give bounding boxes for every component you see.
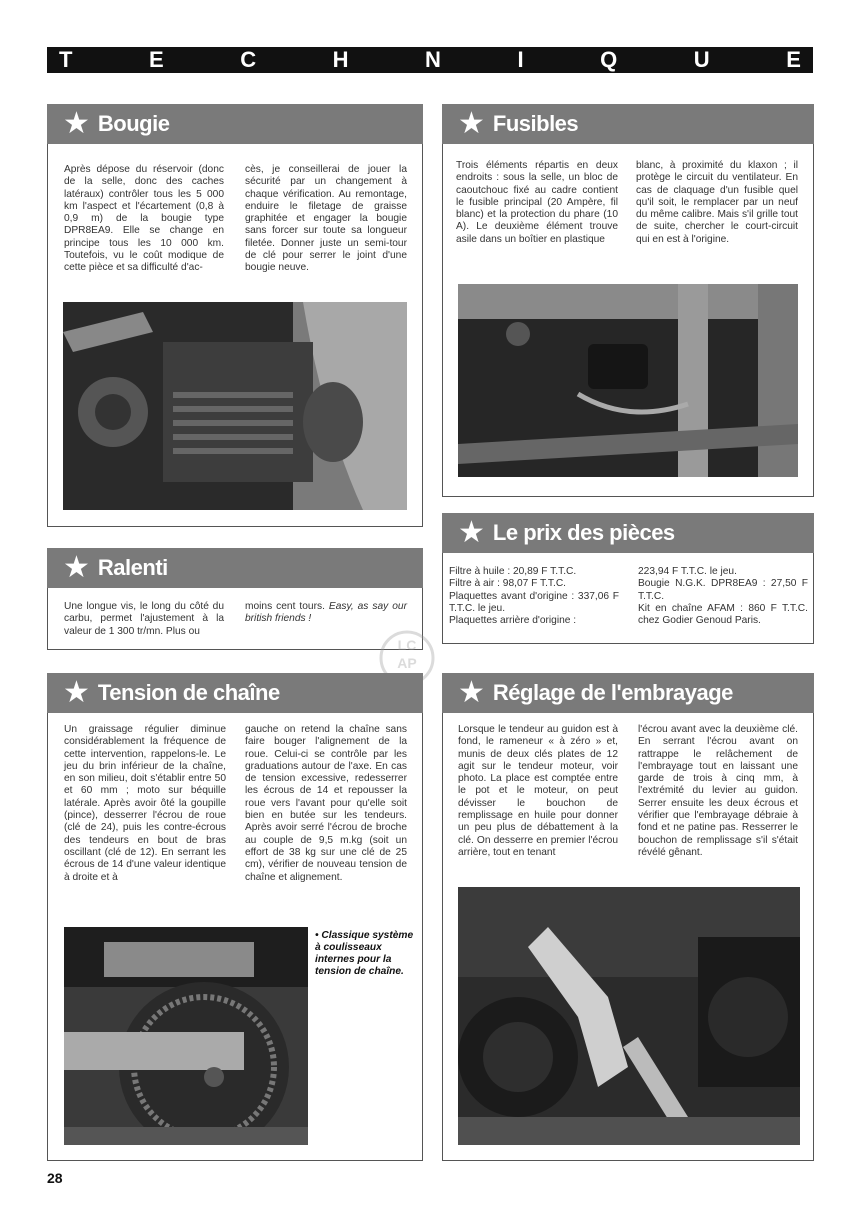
banner-letter: E (786, 47, 801, 72)
engine-photo (63, 302, 407, 510)
banner-letter: N (425, 47, 441, 72)
star-icon: ★ (458, 516, 485, 549)
fuse-photo (458, 284, 798, 477)
svg-text:AP: AP (397, 655, 417, 671)
tension-col1: Un graissage régulier diminue considérablement la fréquence de cette intervention, rappelons-le. Le jeu du brin inférieur de la chaîne, en son milieu, doit s'établir entre 50 et 60 mm ; moto sur béquille latérale. Après avoir ôté la goupille (pince), desserrer l'écrou de roue (clé de 24), puis les contre-écrous des tendeurs en bout de bras oscillant (clé de 12). En serrant les écrous de 14 d'une valeur identique à droite et à (64, 724, 226, 883)
section-title: Réglage de l'embrayage (492, 680, 733, 705)
tension-col2: gauche on retend la chaîne sans faire bouger l'alignement de la roue. Celui-ci se contrôle par les graduations autour de l'axe. En cas de tension excessive, redesserrer les écrous de 14 et repousser la roue vers l'avant pour qu'elle soit bien en butée sur les tendeurs. Après avoir serré l'écrou de broche au couple de 9,5 m.kg (soit un effort de 38 kg sur une clé de 25 cm), vérifier de nouveau tension de chaîne et alignement. (245, 724, 407, 883)
clutch-photo (458, 887, 800, 1145)
section-title: Ralenti (97, 555, 168, 580)
banner-letter: C (240, 47, 257, 72)
chain-caption: • Classique système à coulisseaux internes pour la tension de chaîne. (315, 930, 414, 977)
fusibles-col2: blanc, à proximité du klaxon ; il protège le circuit du ventilateur. En cas de claquage d'un fusible quel qu'il soit, le remplacer par un neuf du même calibre. Mais s'il grille tout de suite, chercher le court-circuit qui en est à l'origine. (636, 160, 798, 245)
section-title: Bougie (97, 111, 170, 136)
page-number: 28 (47, 1170, 63, 1186)
bougie-col1: Après dépose du réservoir (donc de la selle, donc des caches latéraux) contrôler tous les 5 000 km l'aspect et l'écartement (0,8 à 0,9 m) de la bougie type DPR8EA9. Elle se change en principe tous les 10 000 km. Toutefois, vu le coût modique de cette pièce et sa difficulté d'ac- (64, 164, 224, 274)
embrayage-col2: l'écrou avant avec la deuxième clé. En serrant l'écrou avant on rattrappe le relâchement de l'embrayage tout en laissant une garde de trois à cinq mm, à l'extrémité du levier au guidon. Serrer ensuite les deux écrous et vérifier que l'embrayage débraie à fond et ne patine pas. Resserrer le bouchon de remplissage s'il s'était révélé gênant. (638, 724, 798, 858)
prix-header (442, 513, 814, 553)
price-item: Bougie N.G.K. DPR8EA9 : 27,50 F T.T.C. (638, 578, 808, 602)
section-title: Fusibles (492, 111, 579, 136)
banner-letter: H (332, 47, 349, 72)
prix-col1 (449, 566, 619, 627)
star-icon: ★ (458, 676, 485, 709)
price-item: Filtre à huile : 20,89 F T.T.C. (449, 566, 577, 577)
section-title: Tension de chaîne (97, 680, 280, 705)
section-banner (47, 47, 813, 73)
price-item: 223,94 F T.T.C. le jeu. (638, 566, 737, 577)
banner-letter: U (693, 47, 710, 72)
ralenti-col1: Une longue vis, le long du côté du carbu, permet l'ajustement à la valeur de 1 300 tr/mn. Plus ou (64, 601, 224, 637)
price-item: Plaquettes arrière d'origine : (449, 615, 577, 627)
ralenti-col2 (245, 601, 407, 626)
fusibles-col1: Trois éléments répartis en deux endroits : sous la selle, un bloc de caoutchouc fixé au cadre contient le fusible principal (20 Ampère, fil blanc) et la protection du phare (10 A). Le deuxième élément trouve asile dans un boîtier en plastique (456, 160, 618, 245)
bougie-col2: cès, je conseillerai de jouer la sécurité par un changement à chaque vérification. Au remontage, enduire le filetage de graisse graphitée et engager la bougie sans forcer sur toute sa longueur filetée. Donner juste un semi-tour de clé pour serrer le joint d'une bougie neuve. (245, 164, 407, 274)
ralenti-quote: Easy, as say our british friends ! (245, 601, 407, 625)
bougie-header (47, 104, 423, 144)
banner-letter: Q (600, 47, 618, 72)
svg-text:LC: LC (397, 637, 417, 653)
banner-letter: I (517, 47, 524, 72)
star-icon: ★ (63, 551, 90, 584)
banner-letter: T (59, 47, 73, 72)
ralenti-text: moins cent tours. (245, 601, 329, 612)
price-item: Plaquettes avant d'origine : 337,06 F T.T.C. le jeu. (449, 590, 619, 614)
price-item: Filtre à air : 98,07 F T.T.C. (449, 578, 567, 590)
star-icon: ★ (63, 676, 90, 709)
price-item: Kit en chaîne AFAM : 860 F T.T.C. chez Godier Genoud Paris. (638, 602, 808, 627)
embrayage-header (442, 673, 814, 713)
embrayage-col1: Lorsque le tendeur au guidon est à fond, le rameneur « à zéro » et, munis de deux clés plates de 12 agit sur le tendeur moteur, voir photo. La place est comptée entre le pot et le moteur, on peut dévisser le bouchon de remplissage en huile pour donner un peu plus de débattement à la clé. On desserre en premier l'écrou arrière, tout en tenant (458, 724, 618, 858)
tension-header (47, 673, 423, 713)
star-icon: ★ (63, 107, 90, 140)
ralenti-header (47, 548, 423, 588)
chain-photo (64, 927, 308, 1145)
section-title: Le prix des pièces (492, 520, 675, 545)
fusibles-header (442, 104, 814, 144)
banner-letter: E (148, 47, 164, 72)
prix-col2 (638, 566, 808, 627)
star-icon: ★ (458, 107, 485, 140)
